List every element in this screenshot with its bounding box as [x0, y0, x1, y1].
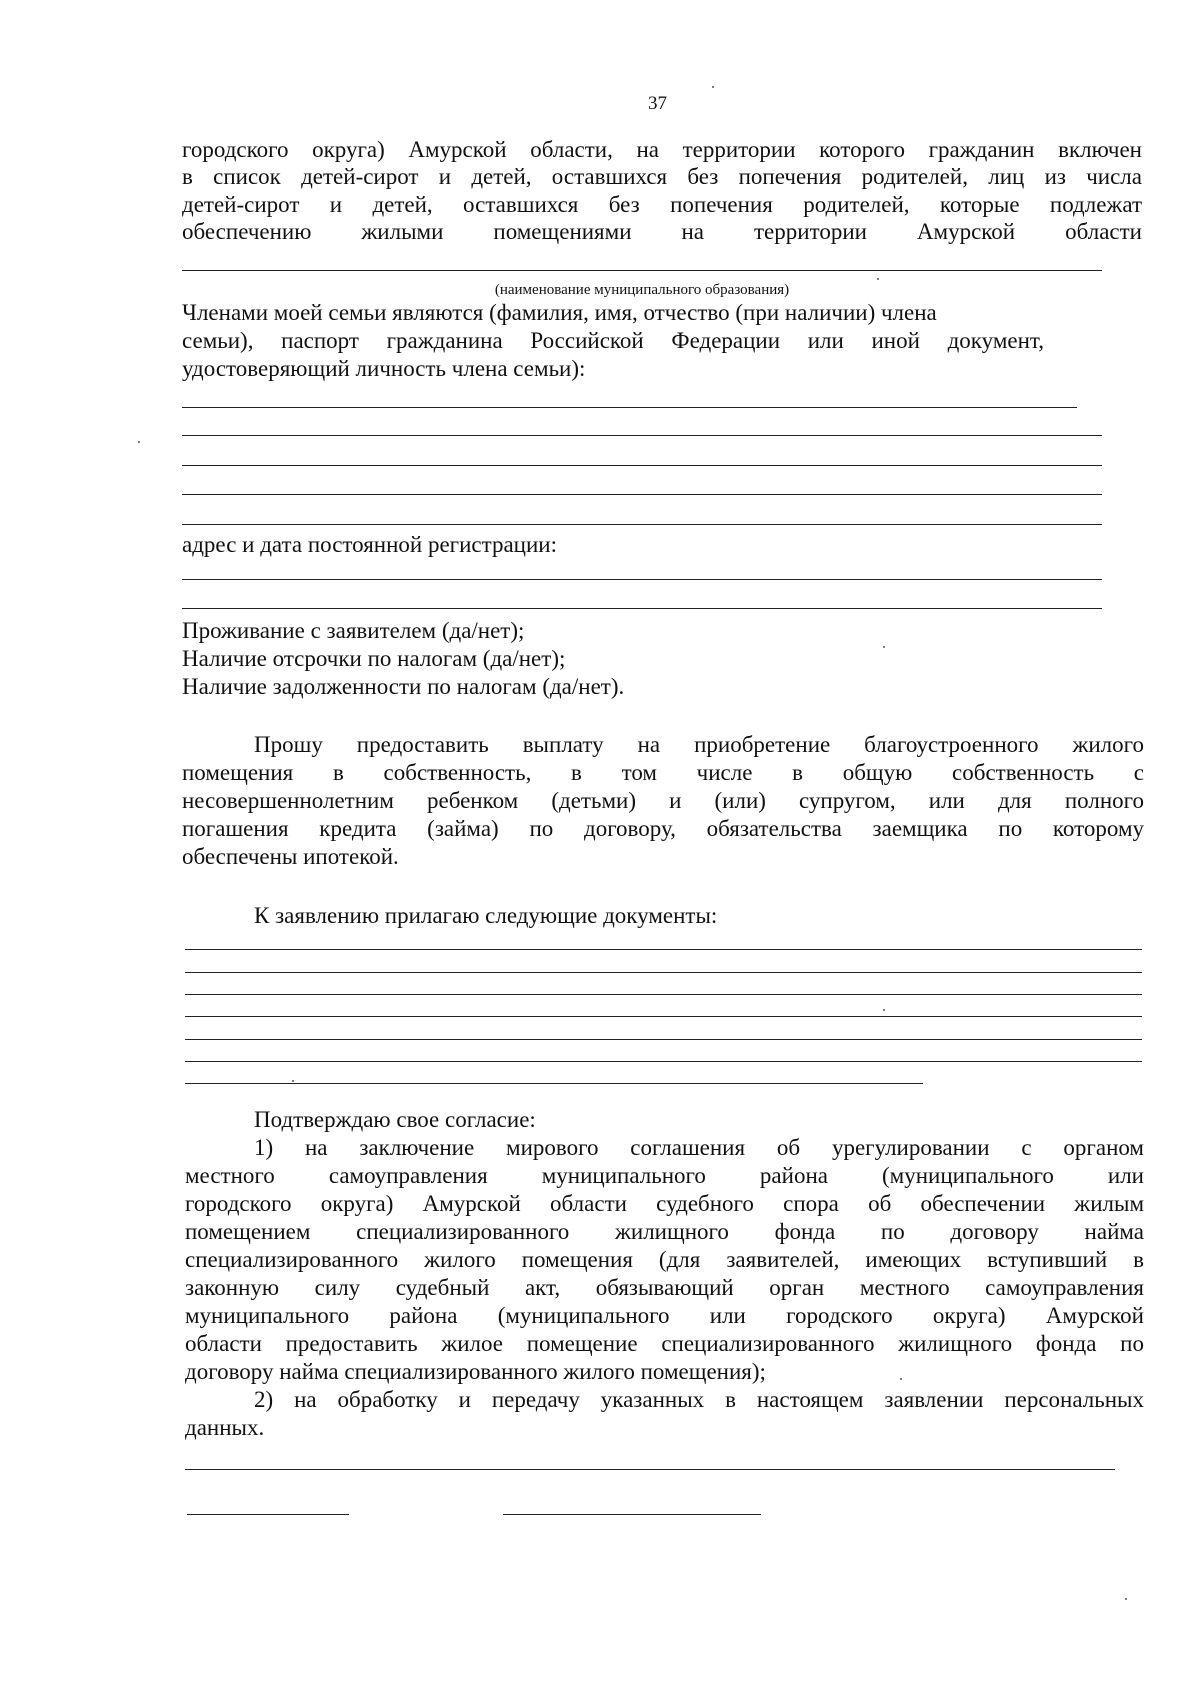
family-fill-line: [182, 407, 1077, 408]
family-fill-line: [182, 494, 1102, 495]
attachments-fill-line: [185, 1061, 1142, 1062]
scan-speck: [1125, 1598, 1127, 1600]
consent-line: области предоставить жилое помещение специализированного жилищного фонда по: [185, 1331, 1144, 1356]
attachments-fill-line: [185, 949, 1142, 950]
consent-line: данных.: [185, 1415, 265, 1440]
family-line: Членами моей семьи являются (фамилия, имя, отчество (при наличии) члена: [182, 300, 937, 325]
request-line: несовершеннолетним ребенком (детьми) и (или) супругом, или для полного: [182, 788, 1144, 813]
scan-speck: [712, 86, 714, 88]
consent-line: городского округа) Амурской области судебного спора об обеспечении жилым: [185, 1191, 1144, 1216]
attachments-fill-line: [185, 1016, 1142, 1017]
signature-fill-line: [185, 1469, 1115, 1470]
request-line: обеспечены ипотекой.: [182, 844, 399, 869]
family-line: семьи), паспорт гражданина Российской Федерации или иной документ,: [182, 328, 1044, 353]
consent-line: помещением специализированного жилищного фонда по договору найма: [185, 1219, 1144, 1244]
status-line: Наличие отсрочки по налогам (да/нет);: [182, 646, 566, 671]
address-fill-line: [182, 579, 1102, 580]
consent-line: договору найма специализированного жилого помещения);: [185, 1359, 766, 1384]
family-fill-line: [182, 524, 1102, 525]
signature-blank-line: [503, 1514, 761, 1515]
scan-speck: [883, 1009, 885, 1011]
attachments-label: К заявлению прилагаю следующие документы:: [254, 903, 718, 928]
page-number: 37: [648, 93, 667, 114]
address-label: адрес и дата постоянной регистрации:: [182, 532, 557, 557]
attachments-fill-line: [185, 1039, 1142, 1040]
status-line: Проживание с заявителем (да/нет);: [182, 618, 525, 643]
municipality-caption: (наименование муниципального образования): [494, 282, 790, 298]
attachments-fill-line: [185, 972, 1142, 973]
consent-line: 1) на заключение мирового соглашения об урегулировании с органом: [254, 1135, 1144, 1160]
intro-line: городского округа) Амурской области, на территории которого гражданин включен: [182, 137, 1142, 162]
consent-title: Подтверждаю свое согласие:: [254, 1107, 536, 1132]
consent-line: 2) на обработку и передачу указанных в настоящем заявлении персональных: [254, 1387, 1144, 1412]
request-line: погашения кредита (займа) по договору, обязательства заемщика по которому: [182, 816, 1144, 841]
address-fill-line: [182, 608, 1102, 609]
attachments-fill-line: [185, 994, 1142, 995]
date-blank-line: [187, 1514, 349, 1515]
request-line: Прошу предоставить выплату на приобретение благоустроенного жилого: [254, 732, 1144, 757]
scan-speck: [292, 1080, 294, 1082]
attachments-fill-line: [185, 1083, 923, 1084]
status-line: Наличие задолженности по налогам (да/нет).: [182, 674, 625, 699]
scan-speck: [900, 1378, 902, 1380]
family-fill-line: [182, 465, 1102, 466]
consent-line: законную силу судебный акт, обязывающий орган местного самоуправления: [185, 1275, 1144, 1300]
intro-line: в список детей-сирот и детей, оставшихся без попечения родителей, лиц из числа: [182, 164, 1142, 189]
family-fill-line: [182, 435, 1102, 436]
consent-line: муниципального района (муниципального или городского округа) Амурской: [185, 1303, 1144, 1328]
intro-line: обеспечению жилыми помещениями на территории Амурской области: [182, 219, 1142, 244]
municipality-fill-line: [182, 270, 1102, 271]
intro-line: детей-сирот и детей, оставшихся без попечения родителей, которые подлежат: [182, 192, 1142, 217]
scan-speck: [883, 646, 885, 648]
scan-speck: [877, 278, 879, 280]
request-line: помещения в собственность, в том числе в общую собственность с: [182, 760, 1144, 785]
consent-line: местного самоуправления муниципального района (муниципального или: [185, 1163, 1144, 1188]
scan-speck: [138, 441, 140, 443]
family-line: удостоверяющий личность члена семьи):: [182, 356, 586, 381]
consent-line: специализированного жилого помещения (для заявителей, имеющих вступивший в: [185, 1247, 1144, 1272]
